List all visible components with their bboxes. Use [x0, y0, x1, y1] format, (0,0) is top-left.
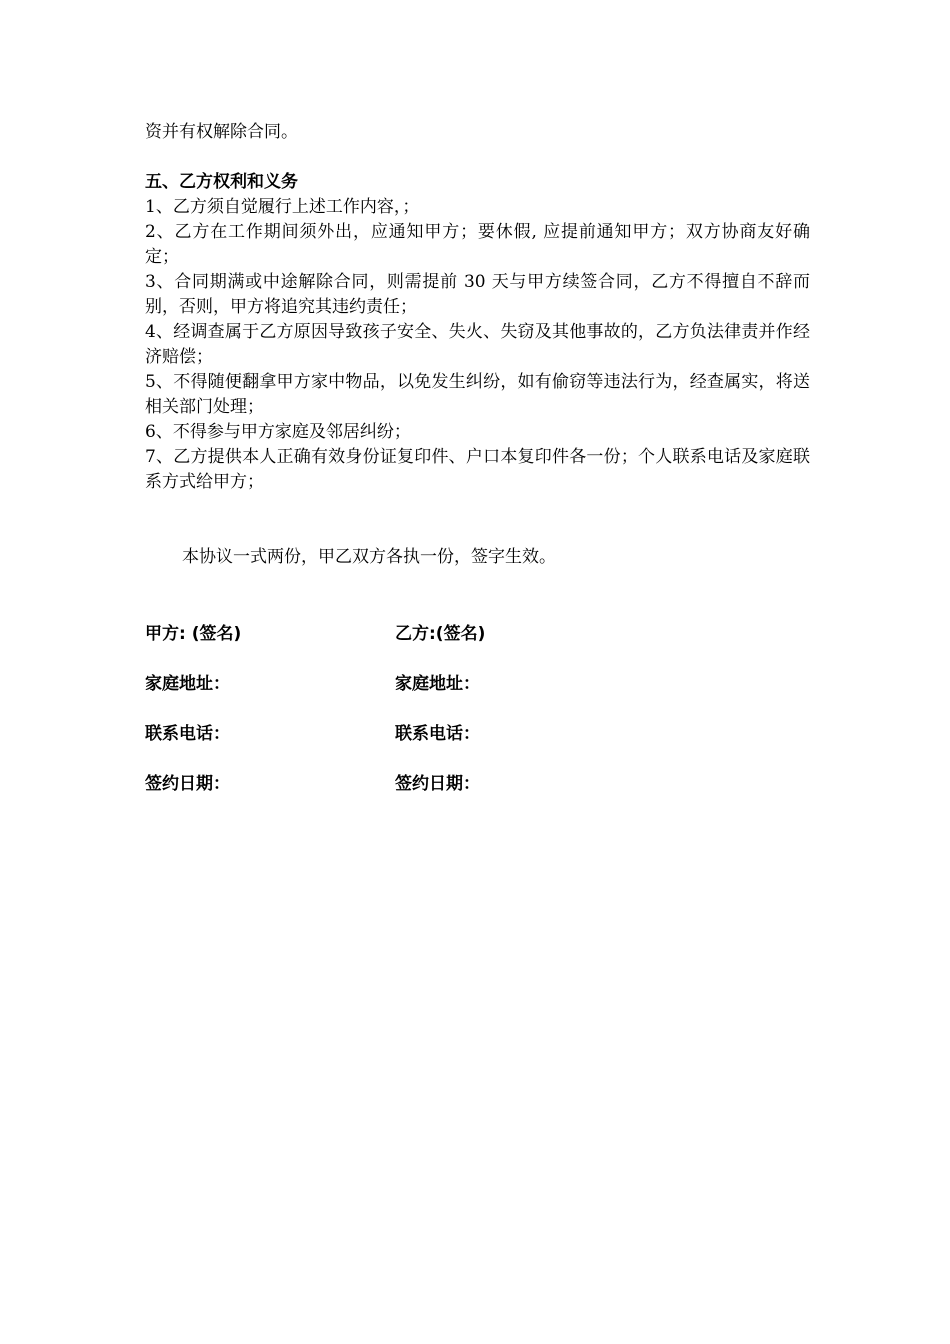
party-a-phone-label: 联系电话：	[145, 724, 230, 744]
signature-block	[145, 620, 810, 820]
party-a-sign-label: 甲方: (签名)	[145, 624, 242, 644]
party-a-date-label: 签约日期：	[145, 774, 230, 794]
party-b-phone-label: 联系电话：	[395, 724, 480, 744]
party-b-sign-label: 乙方:(签名)	[395, 624, 486, 644]
clause-3: 3、合同期满或中途解除合同，则需提前 30 天与甲方续签合同，乙方不得擅自不辞而别，否则，甲方将追究其违约责任；	[145, 272, 810, 317]
party-b-date-label: 签约日期：	[395, 774, 480, 794]
signature-row	[145, 620, 810, 670]
address-row	[145, 670, 810, 720]
phone-row	[145, 720, 810, 770]
date-row	[145, 770, 810, 820]
clause-6: 6、不得参与甲方家庭及邻居纠纷；	[145, 422, 411, 442]
clause-7: 7、乙方提供本人正确有效身份证复印件、户口本复印件各一份；个人联系电话及家庭联系方式给甲方；	[145, 447, 810, 492]
party-a-address-label: 家庭地址：	[145, 674, 230, 694]
contract-body	[145, 120, 810, 570]
party-b-address-label: 家庭地址：	[395, 674, 480, 694]
closing-statement: 本协议一式两份，甲乙双方各执一份，签字生效。	[182, 547, 556, 567]
clause-2: 2、乙方在工作期间须外出，应通知甲方；要休假, 应提前通知甲方；双方协商友好确定；	[145, 222, 810, 267]
clause-4: 4、经调查属于乙方原因导致孩子安全、失火、失窃及其他事故的，乙方负法律责并作经济赔偿；	[145, 322, 810, 367]
continuation-text: 资并有权解除合同。	[145, 122, 298, 142]
section-heading: 五、乙方权利和义务	[145, 172, 298, 192]
clause-5: 5、不得随便翻拿甲方家中物品，以免发生纠纷，如有偷窃等违法行为，经查属实，将送相关部门处理；	[145, 372, 810, 417]
clause-1: 1、乙方须自觉履行上述工作内容，；	[145, 197, 420, 217]
